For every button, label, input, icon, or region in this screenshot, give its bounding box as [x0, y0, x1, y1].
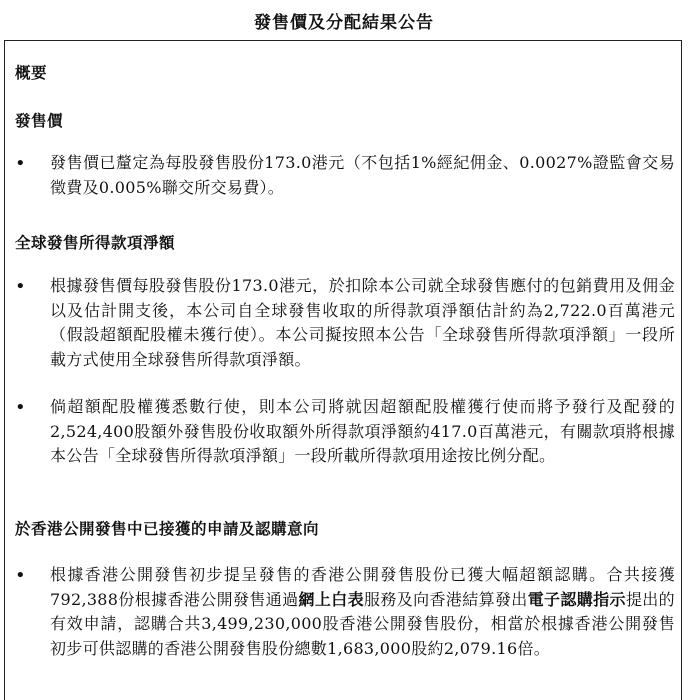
hk-offer-text-b: 服務及向香港結算發出 [363, 589, 528, 609]
hk-offer-text-c: 提出的有效申請，認購合共3,499,230,000股香港公開發售股份，相當於根據香港公開發售初步可供認購的香港公開發售股份總數1,683,000股約2,079.16倍。 [50, 589, 675, 658]
hk-offer-text-a: 根據香港公開發售初步提呈發售的香港公開發售股份已獲大幅超額認購。合共接獲792,388份根據香港公開發售通過 [50, 565, 675, 609]
bullet-icon: • [15, 565, 26, 586]
hk-offer-heading: 於香港公開發售中已接獲的申請及認購意向 [15, 520, 320, 538]
offer-price-heading: 發售價 [15, 112, 64, 130]
bullet-icon: • [15, 276, 26, 297]
bullet-icon: • [15, 153, 26, 174]
hk-offer-paragraph [50, 563, 675, 661]
overview-box [4, 40, 682, 700]
white-form-term: 網上白表 [298, 589, 364, 609]
net-proceeds-paragraph-1: 根據發售價每股發售股份173.0港元，於扣除本公司就全球發售應付的包銷費用及佣金以及估計開支後，本公司自全球發售收取的所得款項淨額估計約為2,722.0百萬港元（假設超額配股權未獲行使）。本公司擬按照本公告「全球發售所得款項淨額」一段所載方式使用全球發售所得款項淨額。 [50, 276, 675, 369]
net-proceeds-heading: 全球發售所得款項淨額 [15, 234, 176, 252]
page-title: 發售價及分配結果公告 [254, 13, 434, 33]
bullet-icon: • [15, 397, 26, 418]
electronic-instruction-term: 電子認購指示 [527, 589, 626, 609]
offer-price-paragraph: 發售價已釐定為每股發售股份173.0港元（不包括1%經紀佣金、0.0027%證監會交易徵費及0.005%聯交所交易費）。 [50, 153, 675, 197]
overview-heading: 概要 [15, 64, 48, 82]
net-proceeds-paragraph-2: 倘超額配股權獲悉數行使，則本公司將就因超額配股權獲行使而將予發行及配發的2,524,400股額外發售股份收取額外所得款項淨額約417.0百萬港元，有關款項將根據本公告「全球發售所得款項淨額」一段所載所得款項用途按比例分配。 [50, 397, 675, 465]
